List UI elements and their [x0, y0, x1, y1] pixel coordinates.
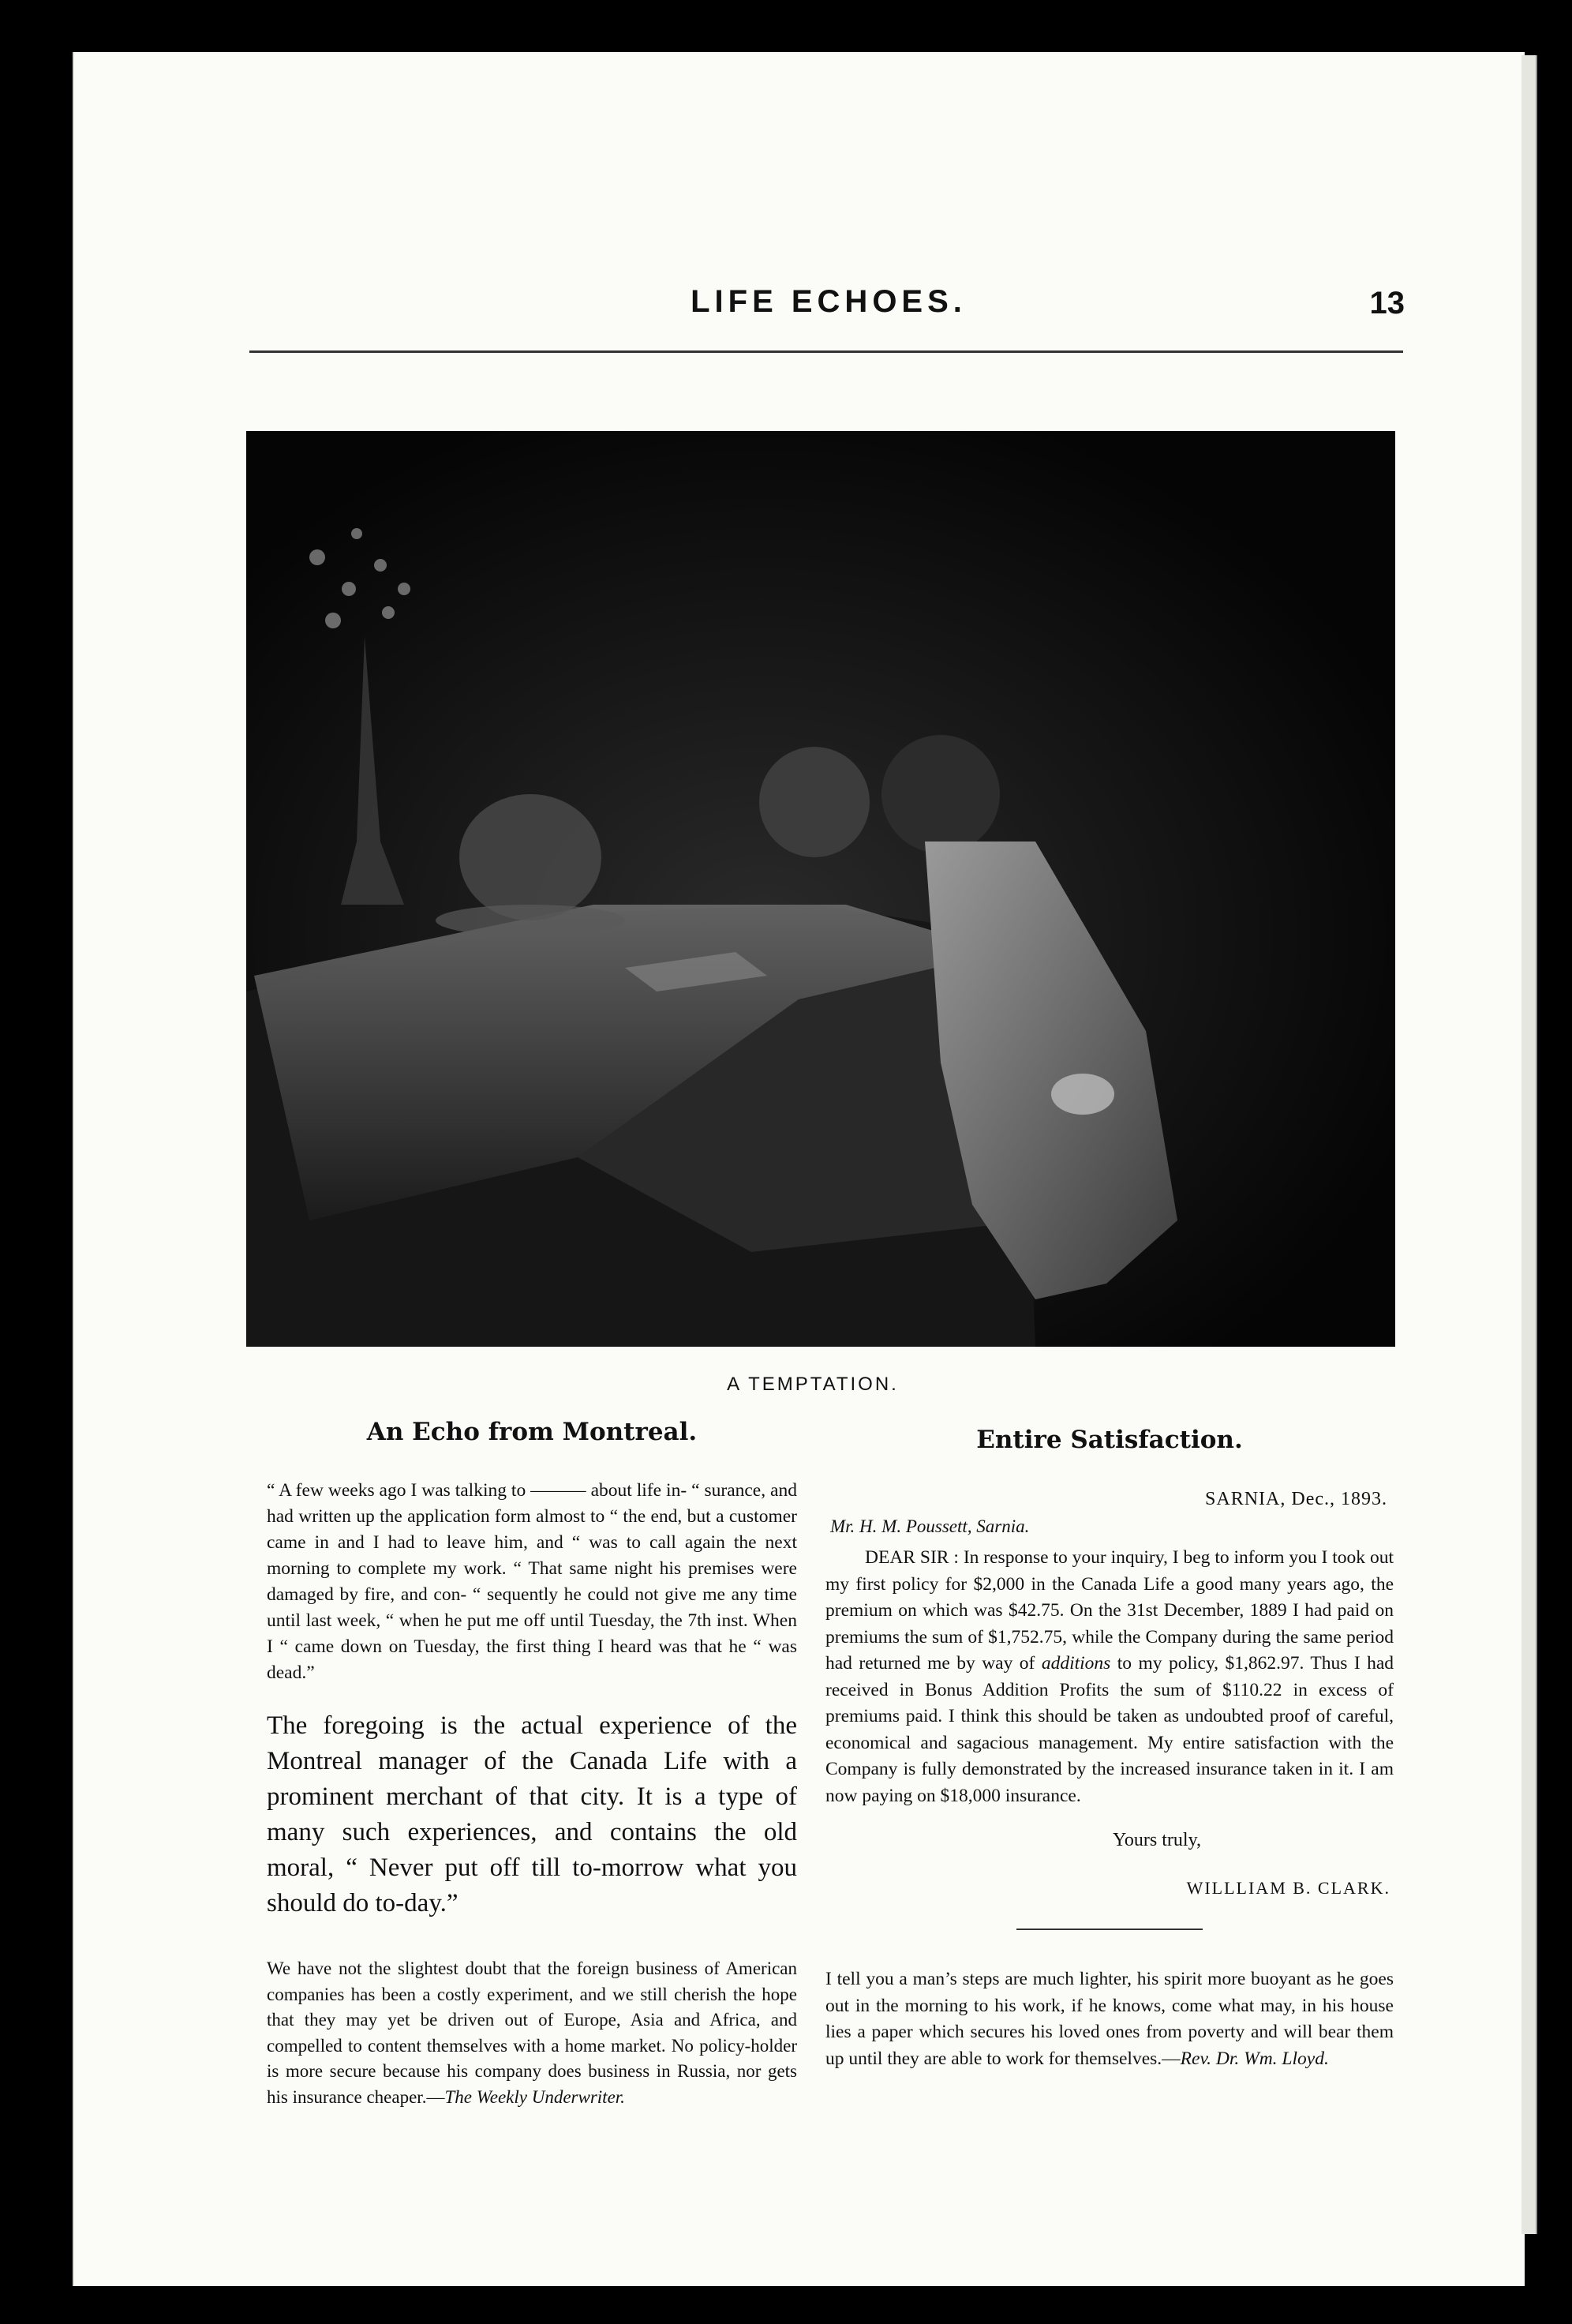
page-header [245, 284, 1405, 339]
letter-emphasis: additions [1041, 1653, 1111, 1674]
satisfaction-heading: Entire Satisfaction. [976, 1426, 1243, 1454]
underwriter-paragraph [267, 1956, 797, 2110]
lloyd-paragraph [825, 1966, 1394, 2072]
underwriter-source: The Weekly Underwriter. [444, 2086, 625, 2107]
right-column [825, 1426, 1394, 2072]
letter-body [825, 1545, 1394, 1809]
illustration-a-temptation [246, 431, 1395, 1347]
underwriter-text: We have not the slightest doubt that the foreign business of American companies has been a costly experiment, and we still cherish the hope that they may yet be driven out of Europe, Asia and Africa, and compelled to content themselves with a home market. No policy-holder is more secure because his company does business in Russia, nor gets his insurance cheaper.— [267, 1959, 797, 2107]
lloyd-text: I tell you a man’s steps are much lighter, his spirit more buoyant as he goes out in the morning to his work, if he knows, come what may, in his house lies a paper which secures his loved ones from poverty and will bear them up until they are able to work for themselves.— [825, 1969, 1394, 2069]
header-rule [249, 350, 1403, 353]
child-head-left [759, 747, 870, 857]
lloyd-source: Rev. Dr. Wm. Lloyd. [1180, 2048, 1329, 2069]
letter-text-part1: In response to your inquiry, I beg to inform you I took out my first policy for $2,000 in the Canada Life a good many years ago, the premium on which was $42.75. On the 31st December, 1889 I had paid on premiums the sum of $1,752.75, while the Company during the same period had returned me by way of [825, 1547, 1394, 1674]
section-divider [1016, 1929, 1203, 1930]
letter-closing: Yours truly, [1112, 1830, 1202, 1850]
plate [436, 905, 625, 936]
running-title: LIFE ECHOES. [691, 284, 967, 319]
child-head-right [881, 735, 1000, 853]
montreal-heading: An Echo from Montreal. [366, 1418, 698, 1446]
letter-addressee: Mr. H. M. Poussett, Sarnia. [830, 1516, 1030, 1536]
cake-dish [459, 794, 601, 920]
illustration-caption: A TEMPTATION. [727, 1374, 899, 1395]
page-edge [1521, 55, 1537, 2234]
montreal-commentary: The foregoing is the actual experience of the Montreal manager of the Canada Life with a prominent merchant of that city. It is a type of many such experiences, and contains the old moral, “ Never put off till to-morrow what you should do to-day.” [267, 1711, 797, 1917]
montreal-quote [267, 1478, 797, 1686]
montreal-quote-text: “ A few weeks ago I was talking to ——— about life in- “ surance, and had written up the application form almost to “ the end, but a customer came in and I had to leave him, and “ was to call again the next morning to complete my work. “ That same night his premises were damaged by fire, and con- “ sequently he could not give me any time until last week, “ when he put me off until Tuesday, the 7th inst. When I “ came down on Tuesday, the first thing I heard was that he “ was dead.” [267, 1480, 797, 1683]
letter-text-part2: to my policy, $1,862.97. Thus I had received in Bonus Addition Profits the sum of $110.22 in excess of premiums paid. I think this should be taken as undoubted proof of careful, economical and sagacious management. My entire satisfaction with the Company is fully demonstrated by the increased insurance taken in it. I am now paying on $18,000 insurance. [825, 1653, 1394, 1806]
letter-dateline: SARNIA, Dec., 1893. [1205, 1489, 1387, 1509]
left-column [267, 1418, 797, 2110]
illustration-artwork [246, 431, 1395, 1347]
letter-salutation: DEAR SIR : [865, 1547, 959, 1568]
child-hands [1051, 1074, 1114, 1115]
margin-mark: ✦ [52, 1299, 66, 1317]
letter-signature: WILLLIAM B. CLARK. [1186, 1878, 1390, 1898]
page-number: 13 [1369, 286, 1405, 320]
